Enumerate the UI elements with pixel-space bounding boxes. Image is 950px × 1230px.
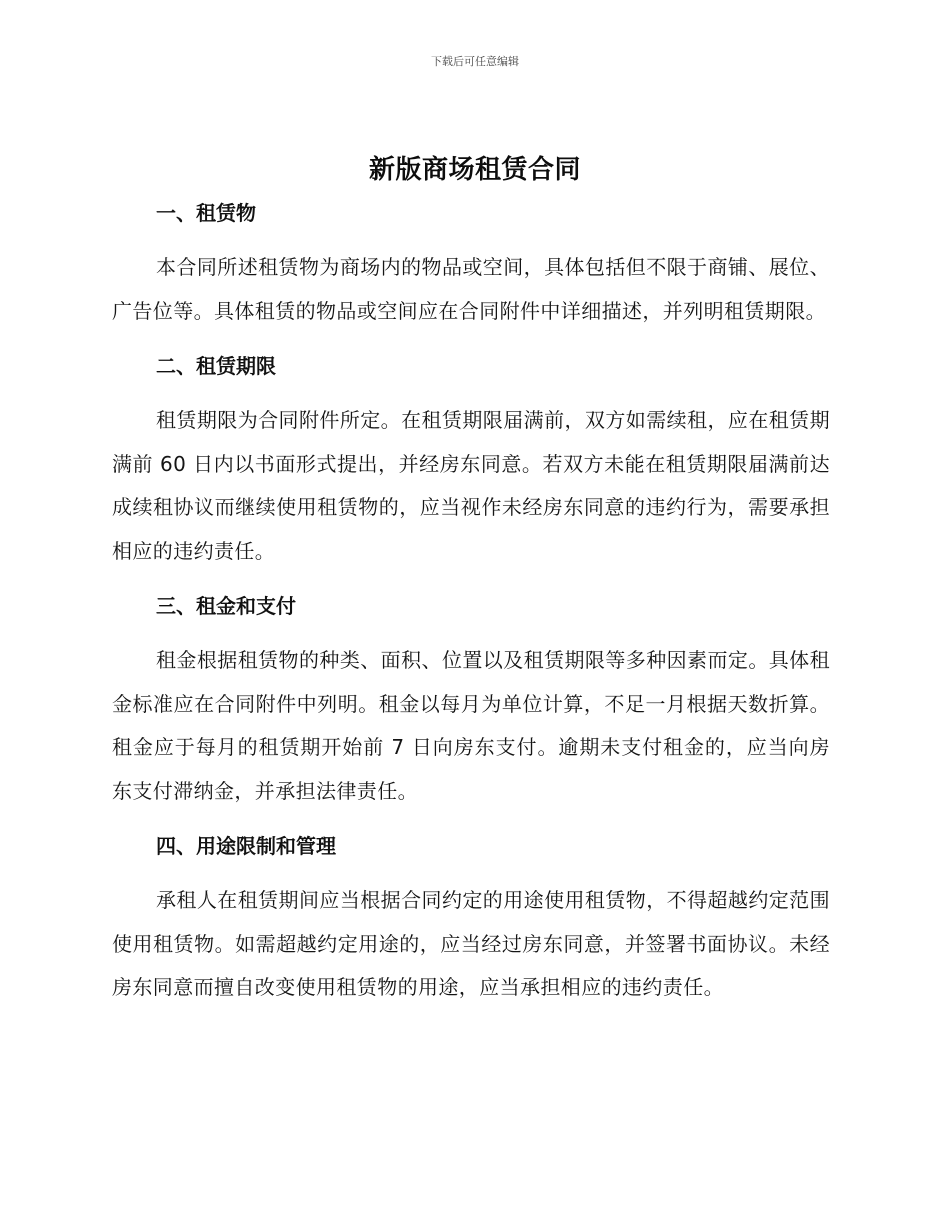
- section-heading: 三、租金和支付: [156, 594, 296, 618]
- section-paragraph: 承租人在租赁期间应当根据合同约定的用途使用租赁物，不得超越约定范围使用租赁物。如需超越约定用途的，应当经过房东同意，并签署书面协议。未经房东同意而擅自改变使用租赁物的用途，应当承担相应的违约责任。: [112, 888, 830, 999]
- section-lease-term: [112, 349, 830, 573]
- document-title: 新版商场租赁合同: [368, 155, 581, 185]
- section-rent-payment: [112, 589, 830, 813]
- section-paragraph: 租赁期限为合同附件所定。在租赁期限届满前，双方如需续租，应在租赁期满前 60 日内以书面形式提出，并经房东同意。若双方未能在租赁期限届满前达成续租协议而继续使用租赁物的，应当视作未经房东同意的违约行为，需要承担相应的违约责任。: [112, 408, 830, 563]
- section-usage-management: [112, 829, 830, 1010]
- header-note: 下载后可任意编辑: [431, 55, 519, 68]
- section-heading: 四、用途限制和管理: [156, 834, 336, 858]
- document-body: [112, 196, 830, 1026]
- section-paragraph: 本合同所述租赁物为商场内的物品或空间，具体包括但不限于商铺、展位、广告位等。具体租赁的物品或空间应在合同附件中详细描述，并列明租赁期限。: [112, 255, 830, 323]
- section-paragraph: 租金根据租赁物的种类、面积、位置以及租赁期限等多种因素而定。具体租金标准应在合同附件中列明。租金以每月为单位计算，不足一月根据天数折算。租金应于每月的租赁期开始前 7 日向房东支付。逾期未支付租金的，应当向房东支付滞纳金，并承担法律责任。: [112, 648, 830, 803]
- section-heading: 一、租赁物: [156, 201, 256, 225]
- section-heading: 二、租赁期限: [156, 354, 276, 378]
- section-lease-object: [112, 196, 830, 333]
